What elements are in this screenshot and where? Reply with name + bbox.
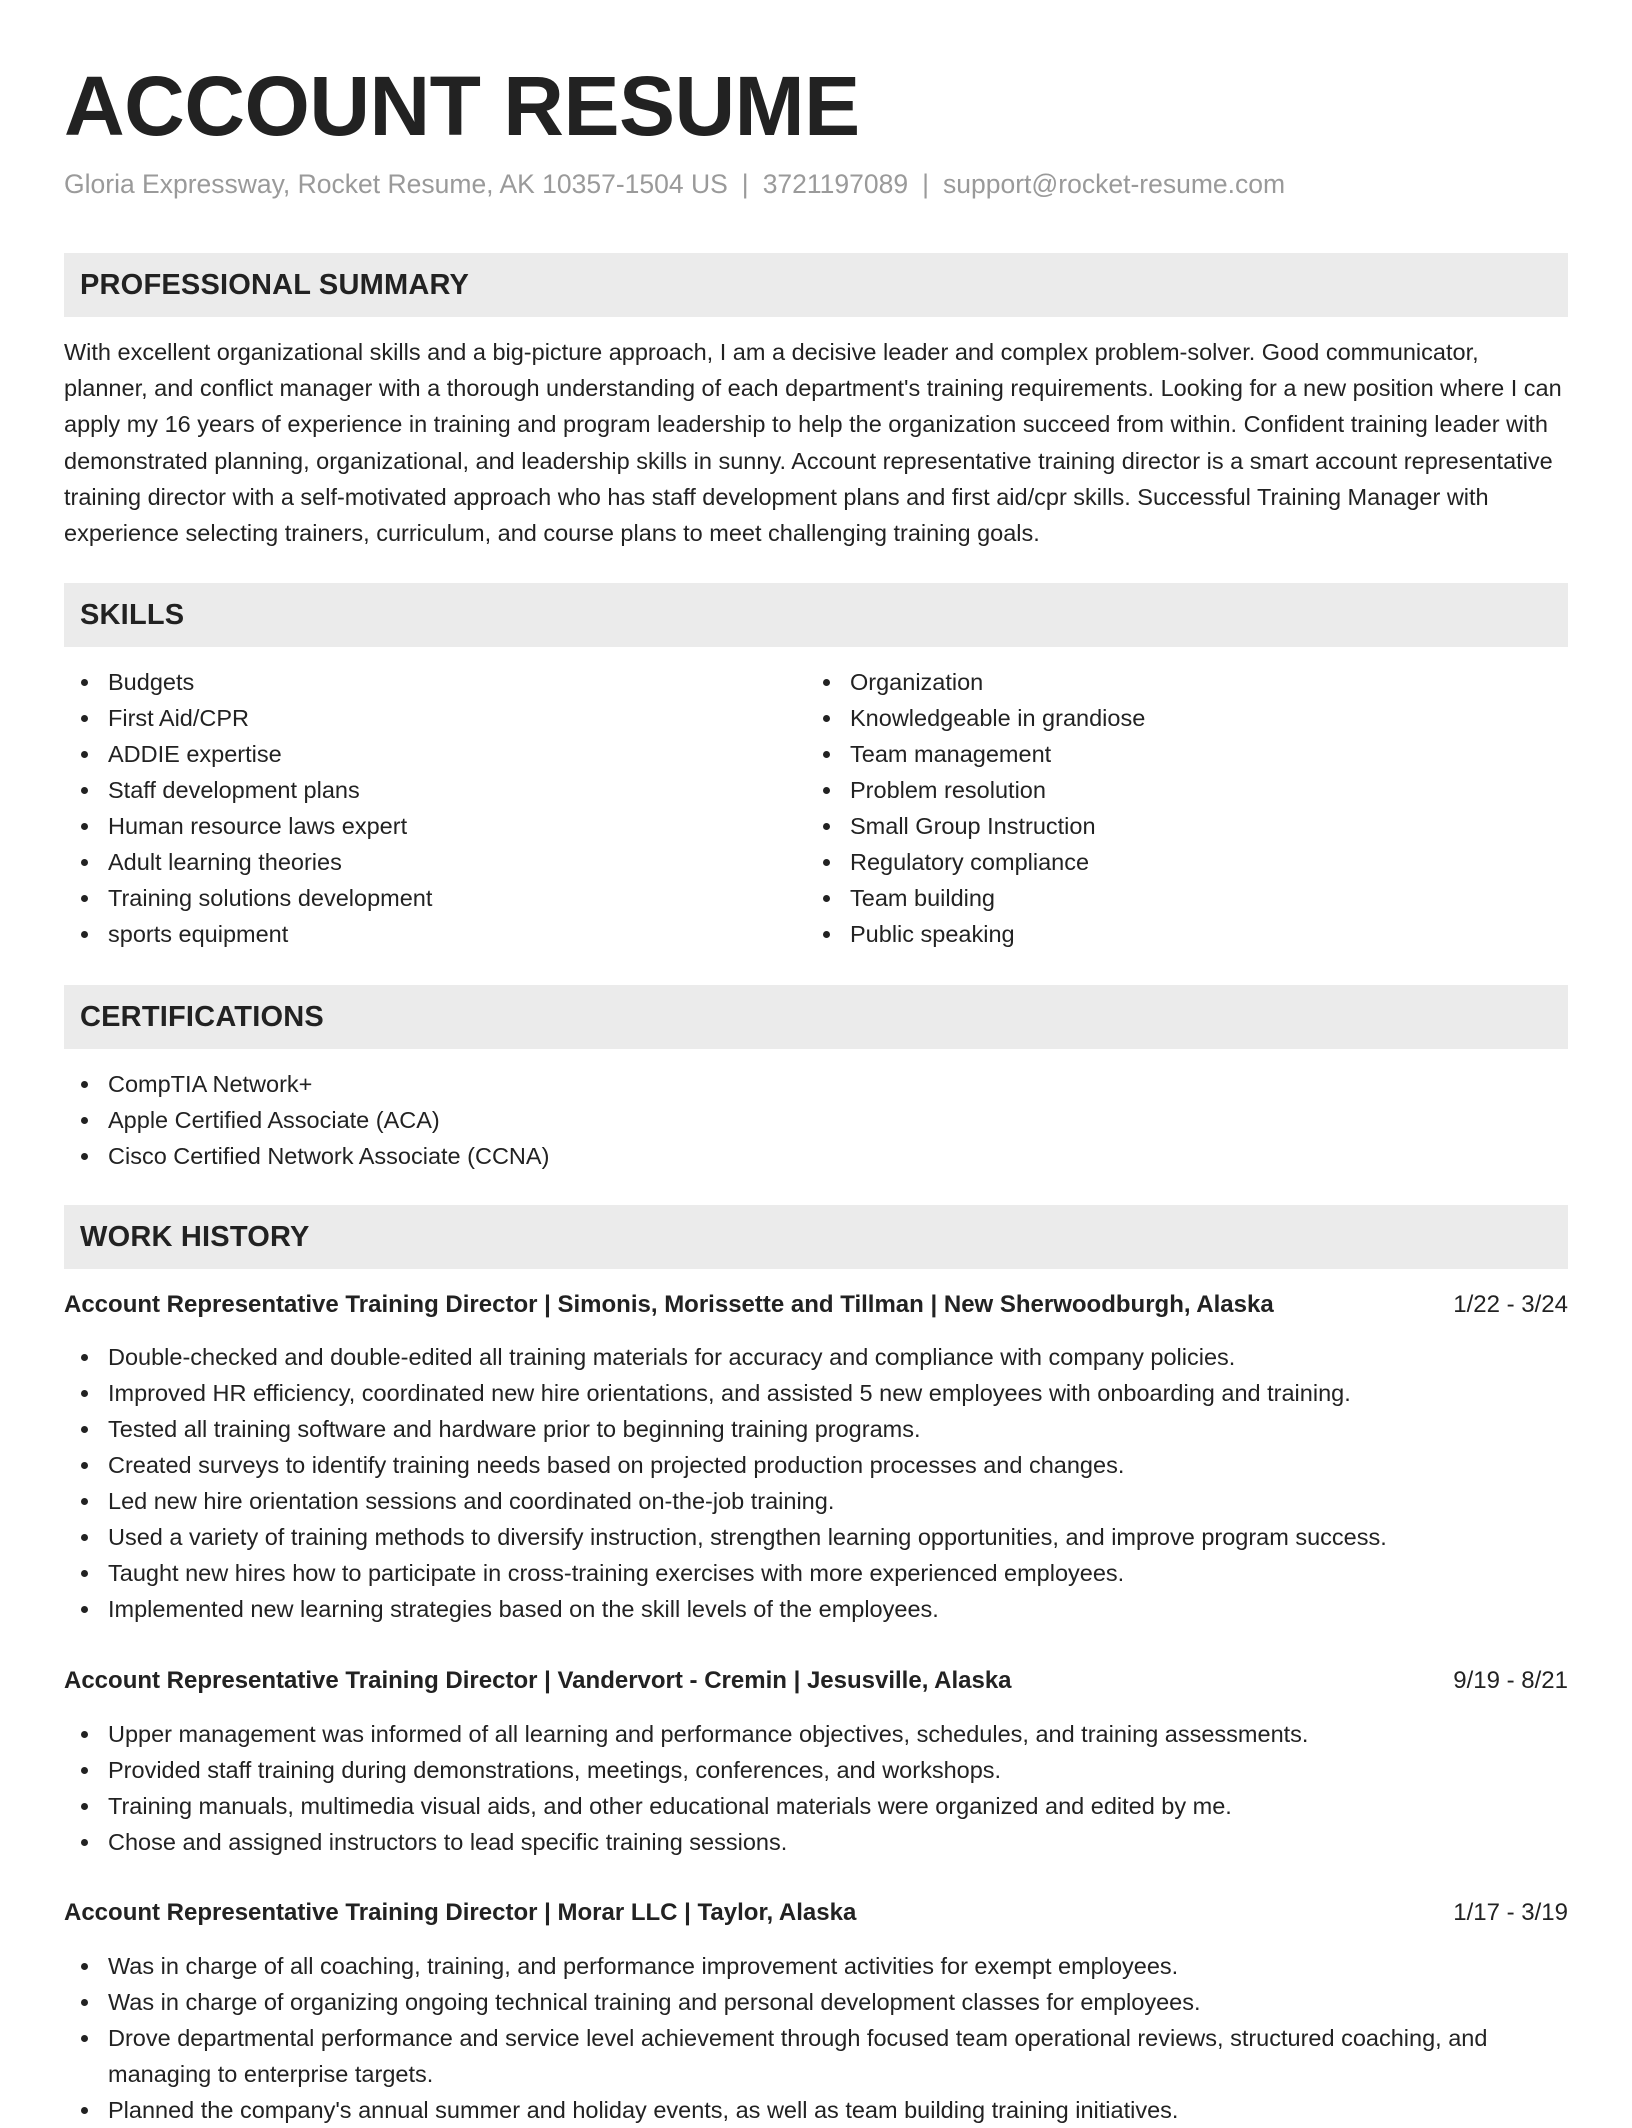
skill-item: Organization [806,664,1145,700]
job-header [64,1661,1568,1701]
job-bullet: Was in charge of all coaching, training, and performance improvement activities for exempt employees. [64,1948,1568,1984]
contact-separator: | [741,169,749,199]
job-bullet: Double-checked and double-edited all training materials for accuracy and compliance with company policies. [64,1339,1568,1375]
phone: 3721197089 [762,169,909,199]
job-bullets [64,1339,1568,1627]
page-title: ACCOUNT RESUME [64,59,860,153]
job-title: Account Representative Training Director | Morar LLC | Taylor, Alaska [64,1899,857,1926]
job-bullet: Training manuals, multimedia visual aids, and other educational materials were organized and edited by me. [64,1788,1568,1824]
skill-item: Training solutions development [64,880,432,916]
section-header-summary [64,253,1568,317]
skill-item: Staff development plans [64,772,432,808]
contact-line [64,166,1285,202]
job-bullet: Chose and assigned instructors to lead specific training sessions. [64,1824,1568,1860]
skill-item: Team building [806,880,1145,916]
job-bullet: Implemented new learning strategies based on the skill levels of the employees. [64,1591,1568,1627]
skill-item: Problem resolution [806,772,1145,808]
certifications-list [64,1066,549,1174]
skill-item: First Aid/CPR [64,700,432,736]
section-header-work-history [64,1205,1568,1269]
skill-item: sports equipment [64,916,432,952]
skill-item: Human resource laws expert [64,808,432,844]
job-dates: 9/19 - 8/21 [1453,1667,1568,1694]
job-bullet: Was in charge of organizing ongoing technical training and personal development classes for employees. [64,1984,1568,2020]
job-bullets [64,1948,1568,2128]
job-header [64,1893,1568,1933]
job-bullet: Taught new hires how to participate in cross-training exercises with more experienced employees. [64,1555,1568,1591]
skill-item: Small Group Instruction [806,808,1145,844]
skill-item: Budgets [64,664,432,700]
job-dates: 1/22 - 3/24 [1453,1291,1568,1318]
job-bullet: Planned the company's annual summer and holiday events, as well as team building training initiatives. [64,2092,1568,2128]
skill-item: Team management [806,736,1145,772]
certification-item: CompTIA Network+ [64,1066,549,1102]
job-bullet: Used a variety of training methods to diversify instruction, strengthen learning opportunities, and improve program success. [64,1519,1568,1555]
section-heading: PROFESSIONAL SUMMARY [80,269,470,301]
job-header [64,1285,1568,1325]
certification-item: Cisco Certified Network Associate (CCNA) [64,1138,549,1174]
section-heading: SKILLS [80,599,185,631]
skills-list-left [64,664,432,952]
section-heading: WORK HISTORY [80,1221,310,1253]
skill-item: ADDIE expertise [64,736,432,772]
skill-item: Regulatory compliance [806,844,1145,880]
section-header-skills [64,583,1568,647]
skill-item: Public speaking [806,916,1145,952]
email: support@rocket-resume.com [943,169,1286,199]
summary-text: With excellent organizational skills and a big-picture approach, I am a decisive leader and complex problem-solver. Good communicator, planner, and conflict manager with a thorough understanding of each department's training requirements. Looking for a new position where I can apply my 16 years of experience in training and program leadership to help the organization succeed from within. Confident training leader with demonstrated planning, organizational, and leadership skills in sunny. Account representative training director is a smart account representative training director with a self-motivated approach who has staff development plans and first aid/cpr skills. Successful Training Manager with experience selecting trainers, curriculum, and course plans to meet challenging training goals. [64,339,1562,547]
section-header-certifications [64,985,1568,1049]
skills-list-right [806,664,1145,952]
job-bullet: Led new hire orientation sessions and coordinated on-the-job training. [64,1483,1568,1519]
certification-item: Apple Certified Associate (ACA) [64,1102,549,1138]
job-title: Account Representative Training Director | Simonis, Morissette and Tillman | New Sherwoodburgh, Alaska [64,1291,1274,1318]
job-bullet: Tested all training software and hardware prior to beginning training programs. [64,1411,1568,1447]
skill-item: Adult learning theories [64,844,432,880]
address: Gloria Expressway, Rocket Resume, AK 10357-1504 US [64,169,728,199]
job-bullets [64,1716,1568,1860]
job-bullet: Drove departmental performance and service level achievement through focused team operational reviews, structured coaching, and managing to enterprise targets. [64,2020,1568,2092]
contact-separator: | [922,169,929,199]
skill-item: Knowledgeable in grandiose [806,700,1145,736]
job-bullet: Improved HR efficiency, coordinated new hire orientations, and assisted 5 new employees with onboarding and training. [64,1375,1568,1411]
job-bullet: Provided staff training during demonstrations, meetings, conferences, and workshops. [64,1752,1568,1788]
job-bullet: Created surveys to identify training needs based on projected production processes and changes. [64,1447,1568,1483]
job-bullet: Upper management was informed of all learning and performance objectives, schedules, and training assessments. [64,1716,1568,1752]
section-heading: CERTIFICATIONS [80,1001,324,1033]
job-dates: 1/17 - 3/19 [1453,1899,1568,1926]
job-title: Account Representative Training Director | Vandervort - Cremin | Jesusville, Alaska [64,1667,1012,1694]
